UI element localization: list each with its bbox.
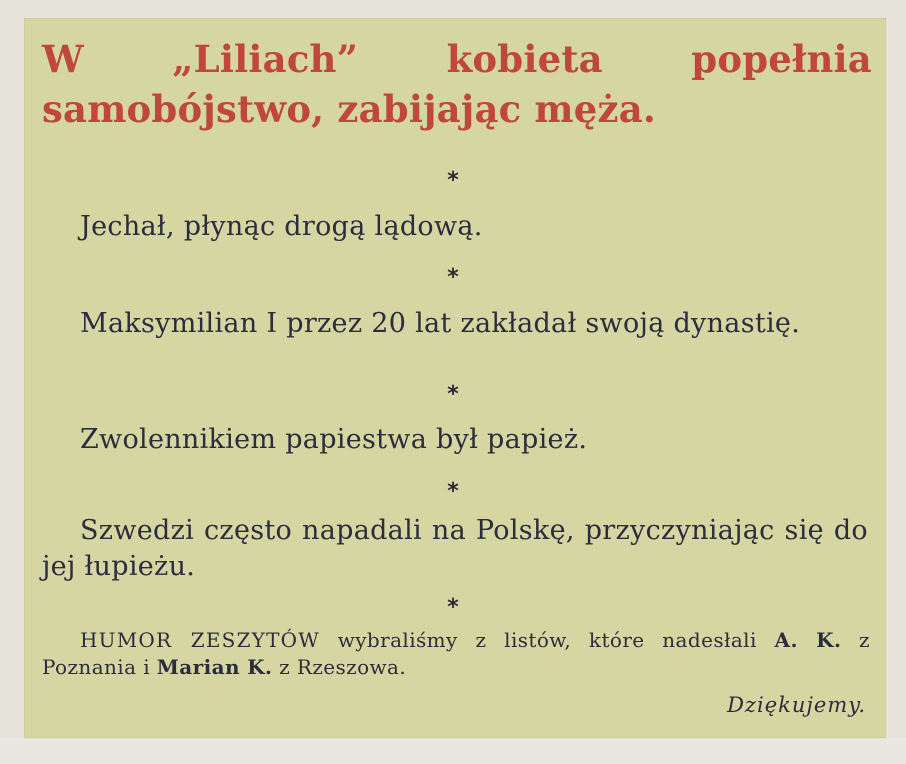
separator-star: * [447, 168, 459, 193]
joke-item-4: Szwedzi często napadali na Polskę, przyczyniając się do jej łupieżu. [42, 515, 868, 582]
credit-name-1: A. K. [774, 628, 842, 652]
credit-text: wybraliśmy z listów, które nadesłali [319, 628, 775, 652]
joke-item-2: Maksymilian I przez 20 lat zakładał swoją dynastię. [80, 308, 801, 339]
headline: W „Liliach” kobieta popełnia samobójstwo, zabijając męża. [42, 37, 872, 131]
thanks-signoff: Dziękujemy. [727, 693, 866, 717]
credit-text: z Rzeszowa. [272, 655, 407, 679]
separator-star: * [447, 479, 459, 504]
joke-item-1: Jechał, płynąc drogą lądową. [80, 211, 483, 242]
separator-star: * [447, 382, 459, 407]
credit-note [42, 627, 870, 681]
joke-item-3: Zwolennikiem papiestwa był papież. [80, 424, 588, 455]
credit-name-2: Marian K. [156, 655, 273, 679]
credit-lead: HUMOR ZESZYTÓW [80, 628, 320, 652]
credit-text: z Poznania i [42, 628, 870, 679]
separator-star: * [447, 265, 459, 290]
separator-star: * [447, 595, 459, 620]
bottom-margin [0, 738, 906, 764]
